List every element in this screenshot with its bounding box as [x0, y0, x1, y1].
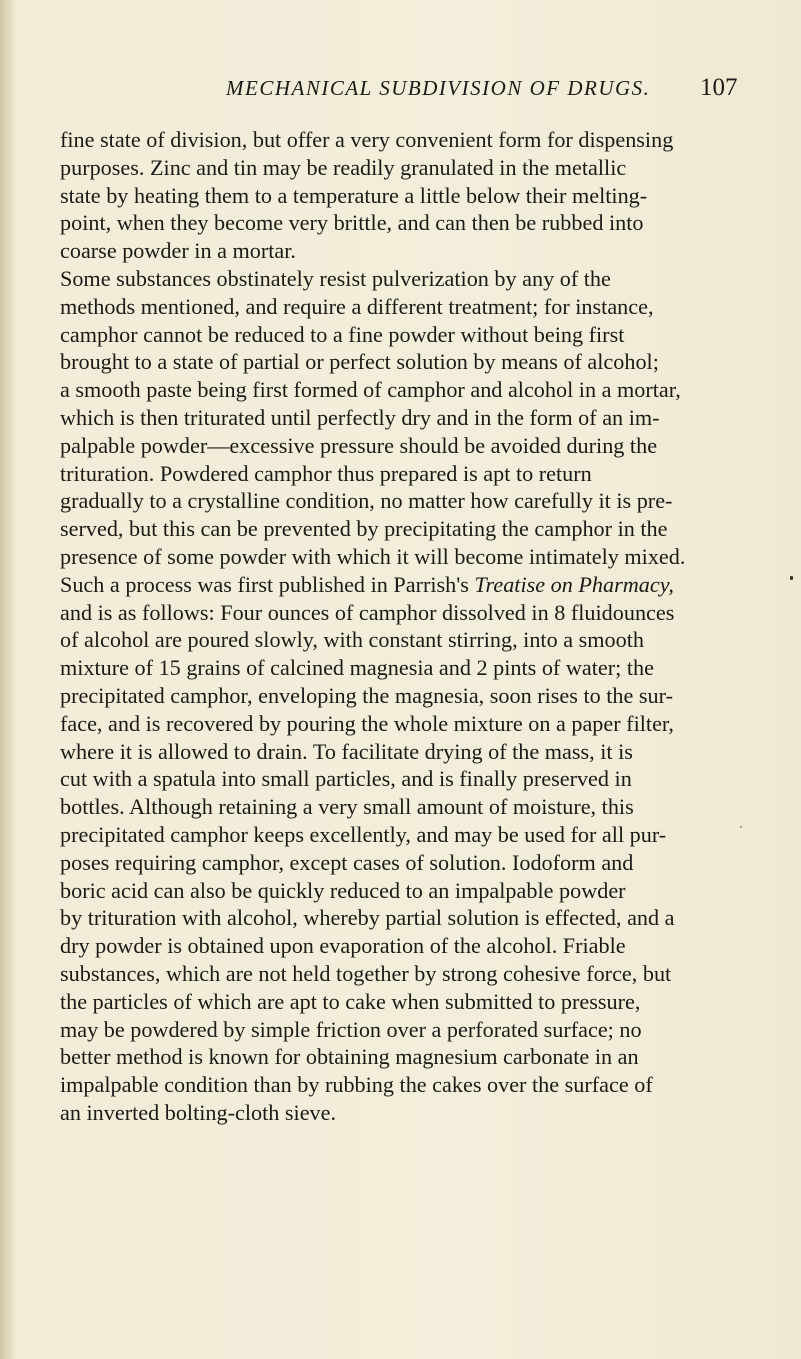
text-line: and is as follows: Four ounces of camphor dissolved in 8 fluidounces: [60, 599, 675, 625]
text-line: methods mentioned, and require a different treatment; for instance,: [60, 293, 654, 319]
running-title: MECHANICAL SUBDIVISION OF DRUGS.: [226, 76, 651, 100]
paragraph-start-line: Some substances obstinately resist pulverization by any of the: [60, 265, 611, 291]
binding-edge: [0, 0, 16, 1359]
text-line: precipitated camphor, enveloping the magnesia, soon rises to the sur-: [60, 682, 673, 708]
text-line: state by heating them to a temperature a little below their melting-: [60, 182, 648, 208]
text-line: better method is known for obtaining magnesium carbonate in an: [60, 1044, 639, 1070]
text-line: trituration. Powdered camphor thus prepared is apt to return: [60, 460, 592, 486]
text-line-with-italic-title: [60, 571, 800, 599]
body-text: [60, 126, 800, 1127]
text-line: point, when they become very brittle, and can then be rubbed into: [60, 210, 644, 236]
text-line: coarse powder in a mortar.: [60, 238, 296, 264]
text-line: impalpable condition than by rubbing the cakes over the surface of: [60, 1072, 653, 1098]
text-line: purposes. Zinc and tin may be readily granulated in the metallic: [60, 154, 627, 180]
text-line: substances, which are not held together by strong cohesive force, but: [60, 960, 672, 986]
text-line: where it is allowed to drain. To facilitate drying of the mass, it is: [60, 738, 633, 764]
paper-speck: [740, 826, 742, 828]
text-line: of alcohol are poured slowly, with constant stirring, into a smooth: [60, 627, 644, 653]
text-line: gradually to a crystalline condition, no matter how carefully it is pre-: [60, 488, 673, 514]
text-line: the particles of which are apt to cake when submitted to pressure,: [60, 988, 641, 1014]
text-line: brought to a state of partial or perfect solution by means of alcohol;: [60, 349, 659, 375]
text-line: an inverted bolting-cloth sieve.: [60, 1099, 337, 1125]
text-line: a smooth paste being first formed of camphor and alcohol in a mortar,: [60, 377, 681, 403]
text-line: fine state of division, but offer a very convenient form for dispensing: [60, 127, 674, 152]
page-number: 107: [700, 74, 738, 101]
text-line: by trituration with alcohol, whereby partial solution is effected, and a: [60, 905, 675, 931]
text-line: boric acid can also be quickly reduced to an impalpable powder: [60, 877, 626, 903]
text-line: face, and is recovered by pouring the whole mixture on a paper filter,: [60, 710, 674, 736]
text-line: camphor cannot be reduced to a fine powder without being first: [60, 321, 625, 347]
text-line: which is then triturated until perfectly dry and in the form of an im-: [60, 404, 660, 430]
text-line: presence of some powder with which it will become intimately mixed.: [60, 543, 686, 569]
margin-mark: [790, 576, 793, 580]
text-line: poses requiring camphor, except cases of solution. Iodoform and: [60, 849, 634, 875]
text-line: mixture of 15 grains of calcined magnesia and 2 pints of water; the: [60, 655, 654, 681]
text-line: palpable powder—excessive pressure should be avoided during the: [60, 432, 658, 458]
text-line: dry powder is obtained upon evaporation of the alcohol. Friable: [60, 933, 626, 959]
text-line: bottles. Although retaining a very small amount of moisture, this: [60, 794, 634, 820]
text-line-lead: Such a process was first published in Parrish's: [60, 571, 469, 597]
italic-book-title: Treatise on Pharmacy,: [474, 571, 674, 597]
text-line: precipitated camphor keeps excellently, and may be used for all pur-: [60, 821, 667, 847]
text-line: served, but this can be prevented by precipitating the camphor in the: [60, 516, 668, 542]
text-line: may be powdered by simple friction over a perforated surface; no: [60, 1016, 642, 1042]
text-line: cut with a spatula into small particles, and is finally preserved in: [60, 766, 632, 792]
running-head: [0, 72, 801, 112]
